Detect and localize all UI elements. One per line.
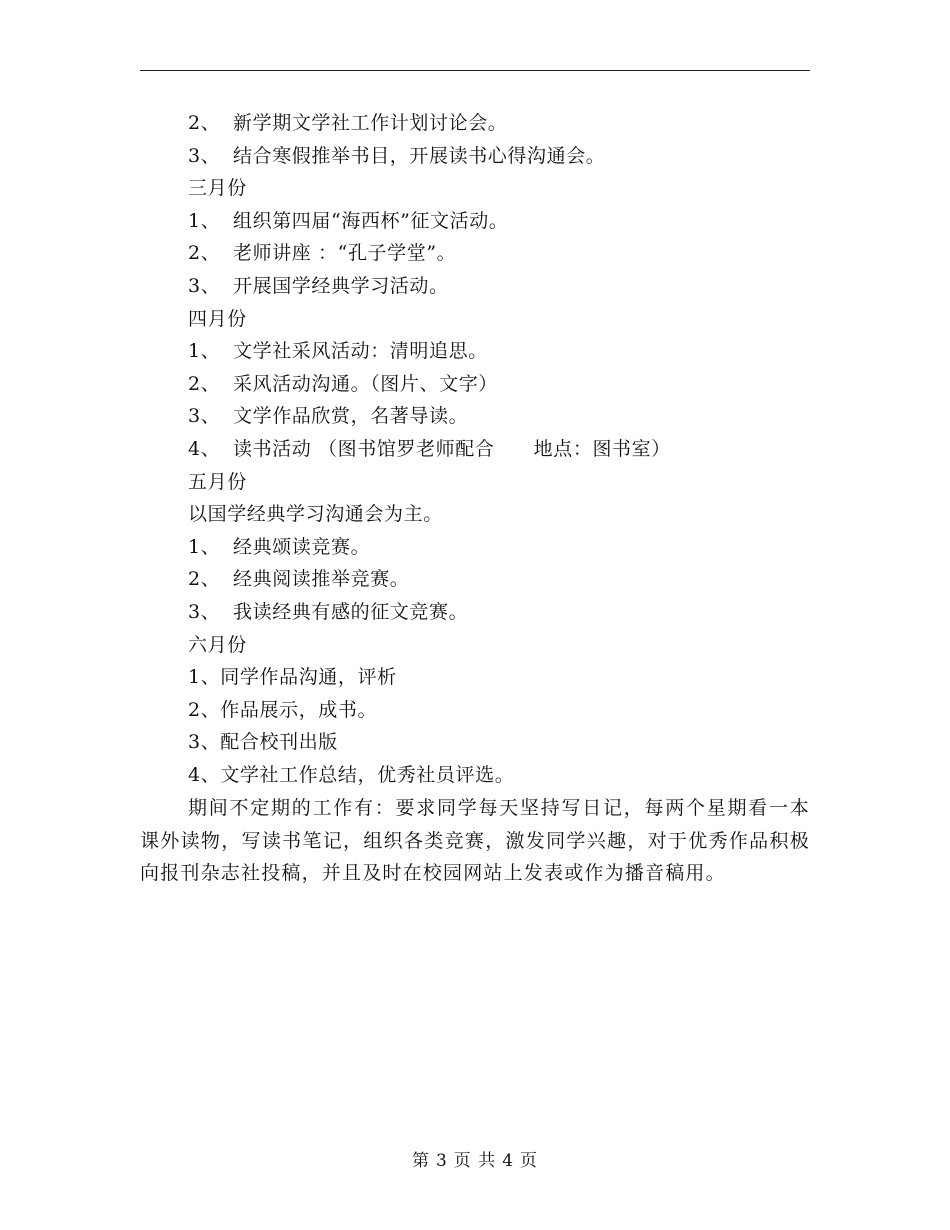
plan-line bbox=[0, 596, 950, 629]
plan-line bbox=[0, 726, 950, 759]
footer-prefix: 第 bbox=[411, 1151, 430, 1171]
closing-paragraph: 期间不定期的工作有：要求同学每天坚持写日记，每两个星期看一本课外读物，写读书笔记，组织各类竞赛，激发同学兴趣，对于优秀作品积极向报刊杂志社投稿，并且及时在校园网站上发表或作为播音稿用。 bbox=[140, 797, 810, 885]
plan-line bbox=[0, 270, 950, 303]
item-text: 四月份 bbox=[188, 307, 247, 330]
item-number: 1、 bbox=[188, 209, 221, 232]
item-text: 结合寒假推举书目，开展读书心得沟通会。 bbox=[233, 144, 606, 167]
item-number: 2、 bbox=[188, 112, 221, 134]
item-text: 1、同学作品沟通，评析 bbox=[188, 666, 397, 689]
item-text: 采风活动沟通。（图片、文字） bbox=[233, 372, 498, 395]
item-text: 新学期文学社工作计划讨论会。 bbox=[233, 112, 508, 134]
plan-line bbox=[0, 531, 950, 564]
plan-line bbox=[0, 759, 950, 792]
footer-current-page: 3 bbox=[435, 1151, 448, 1171]
item-text: 文学作品欣赏，名著导读。 bbox=[233, 405, 469, 428]
item-text: 组织第四届“海西杯”征文活动。 bbox=[233, 209, 509, 232]
plan-line bbox=[0, 629, 950, 662]
item-number: 1、 bbox=[188, 535, 221, 558]
footer-middle: 页 共 bbox=[453, 1151, 497, 1171]
plan-line bbox=[0, 433, 950, 466]
plan-line bbox=[0, 563, 950, 596]
item-text: 经典颂读竞赛。 bbox=[233, 535, 371, 558]
item-number: 2、 bbox=[188, 242, 221, 265]
plan-line bbox=[0, 335, 950, 368]
plan-line bbox=[0, 172, 950, 205]
plan-line bbox=[0, 140, 950, 173]
item-text: 3、配合校刊出版 bbox=[188, 731, 338, 754]
item-number: 2、 bbox=[188, 568, 221, 591]
item-text: 经典阅读推举竞赛。 bbox=[233, 568, 410, 591]
footer-total-pages: 4 bbox=[502, 1151, 515, 1171]
item-text: 2、作品展示，成书。 bbox=[188, 698, 378, 721]
item-text: 我读经典有感的征文竞赛。 bbox=[233, 600, 469, 623]
item-text: 文学社采风活动：清明追思。 bbox=[233, 340, 488, 363]
header-rule bbox=[140, 70, 810, 71]
item-text: 以国学经典学习沟通会为主。 bbox=[188, 503, 443, 526]
item-number: 1、 bbox=[188, 340, 221, 363]
plan-line bbox=[0, 205, 950, 238]
item-text: 4、文学社工作总结，优秀社员评选。 bbox=[188, 763, 515, 786]
item-number: 3、 bbox=[188, 405, 221, 428]
page-footer bbox=[0, 1146, 950, 1171]
plan-line bbox=[0, 498, 950, 531]
plan-line bbox=[0, 466, 950, 499]
plan-line bbox=[0, 368, 950, 401]
plan-list bbox=[0, 107, 950, 791]
item-number: 3、 bbox=[188, 274, 221, 297]
plan-line bbox=[0, 237, 950, 270]
item-text: 老师讲座 ：“孔子学堂”。 bbox=[233, 242, 457, 265]
plan-line bbox=[0, 400, 950, 433]
item-number: 3、 bbox=[188, 600, 221, 623]
item-text: 五月份 bbox=[188, 470, 247, 493]
item-number: 4、 bbox=[188, 437, 221, 460]
plan-line bbox=[0, 661, 950, 694]
item-number: 3、 bbox=[188, 144, 221, 167]
item-text: 三月份 bbox=[188, 177, 247, 200]
plan-line bbox=[0, 694, 950, 727]
plan-line bbox=[0, 107, 950, 140]
item-text: 开展国学经典学习活动。 bbox=[233, 274, 449, 297]
item-number: 2、 bbox=[188, 372, 221, 395]
plan-line bbox=[0, 303, 950, 336]
footer-suffix: 页 bbox=[520, 1151, 539, 1171]
item-text: 六月份 bbox=[188, 633, 247, 656]
item-text: 读书活动 （图书馆罗老师配合 地点：图书室） bbox=[233, 437, 671, 460]
